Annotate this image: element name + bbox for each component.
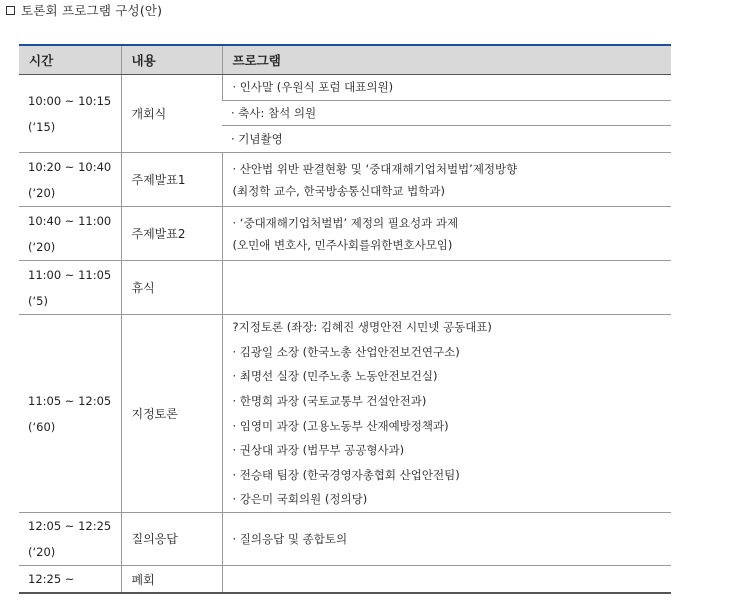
- duration: (‘60): [28, 419, 56, 434]
- time-range: 10:00 ~ 10:15: [28, 93, 112, 108]
- content-cell: 지정토론: [121, 315, 222, 513]
- time-cell: [19, 565, 121, 593]
- program-item: · 최명선 실장 (민주노총 노동안전보건실): [232, 369, 438, 384]
- header-content: 내용: [121, 45, 222, 75]
- time-range: 12:05 ~ 12:25: [28, 518, 112, 533]
- program-cell: [222, 100, 671, 126]
- table-row: [19, 153, 671, 207]
- program-cell: [222, 565, 671, 593]
- duration: (‘20): [28, 544, 56, 559]
- program-cell: [222, 75, 671, 101]
- program-item: · ‘중대재해기업처벌법’ 제정의 필요성과 과제: [232, 215, 459, 230]
- program-item: (오민애 변호사, 민주사회를위한변호사모임): [232, 237, 453, 252]
- program-item: · 김광일 소장 (한국노총 산업안전보건연구소): [232, 344, 460, 359]
- table-row: [19, 75, 671, 101]
- table-row: [19, 315, 671, 513]
- time-cell: [19, 75, 121, 153]
- time-cell: [19, 512, 121, 565]
- program-item: · 강은미 국회의원 (정의당): [232, 492, 368, 507]
- program-item: · 권상대 과장 (법무부 공공형사과): [232, 443, 405, 458]
- content-cell: 주제발표1: [121, 153, 222, 207]
- program-table: [19, 44, 671, 594]
- time-cell: [19, 315, 121, 513]
- table-header-row: [19, 45, 671, 75]
- time-cell: [19, 153, 121, 207]
- table-row: [19, 261, 671, 315]
- table-row: [19, 512, 671, 565]
- duration: (‘15): [28, 119, 56, 134]
- duration: (‘20): [28, 239, 56, 254]
- program-item: · 질의응답 및 종합토의: [232, 531, 348, 546]
- header-program: 프로그램: [222, 45, 671, 75]
- time-range: 11:00 ~ 11:05: [28, 267, 112, 282]
- content-cell: 폐회: [121, 565, 222, 593]
- program-cell: [222, 261, 671, 315]
- table-row: [19, 565, 671, 593]
- content-cell: 휴식: [121, 261, 222, 315]
- time-range: 10:20 ~ 10:40: [28, 159, 112, 174]
- time-range: 11:05 ~ 12:05: [28, 393, 112, 408]
- program-item: ?지정토론 (좌장: 김혜진 생명안전 시민넷 공동대표): [232, 320, 492, 335]
- duration: (‘5): [28, 293, 48, 308]
- duration: (‘20): [28, 185, 56, 200]
- program-cell: [222, 207, 671, 261]
- program-cell: [222, 153, 671, 207]
- program-item: · 한명희 과장 (국토교통부 건설안전과): [232, 393, 427, 408]
- time-cell: [19, 207, 121, 261]
- time-range: 10:40 ~ 11:00: [28, 213, 112, 228]
- program-cell: [222, 512, 671, 565]
- program-item: · 임영미 과장 (고용노동부 산재예방정책과): [232, 418, 449, 433]
- document-title: [6, 1, 162, 19]
- program-cell: [222, 126, 671, 153]
- program-item: · 축사: 참석 의원: [231, 105, 317, 120]
- header-time: 시간: [19, 45, 121, 75]
- program-item: · 전승태 팀장 (한국경영자총협회 산업안전팀): [232, 467, 460, 482]
- time-range: 12:25 ~: [28, 572, 75, 587]
- time-cell: [19, 261, 121, 315]
- document-title-text: 토론회 프로그램 구성(안): [21, 3, 163, 18]
- content-cell: 개회식: [121, 75, 222, 153]
- program-item: · 인사말 (우원식 포럼 대표의원): [232, 80, 394, 94]
- program-cell: [222, 315, 671, 513]
- program-item: · 기념촬영: [231, 131, 283, 146]
- checkbox-icon: [6, 6, 15, 15]
- content-cell: 주제발표2: [121, 207, 222, 261]
- program-item: (최정학 교수, 한국방송통신대학교 법학과): [232, 183, 445, 198]
- content-cell: 질의응답: [121, 512, 222, 565]
- table-row: [19, 207, 671, 261]
- program-item: · 산안법 위반 판결현황 및 ‘중대재해기업처벌법’제정방향: [232, 161, 518, 176]
